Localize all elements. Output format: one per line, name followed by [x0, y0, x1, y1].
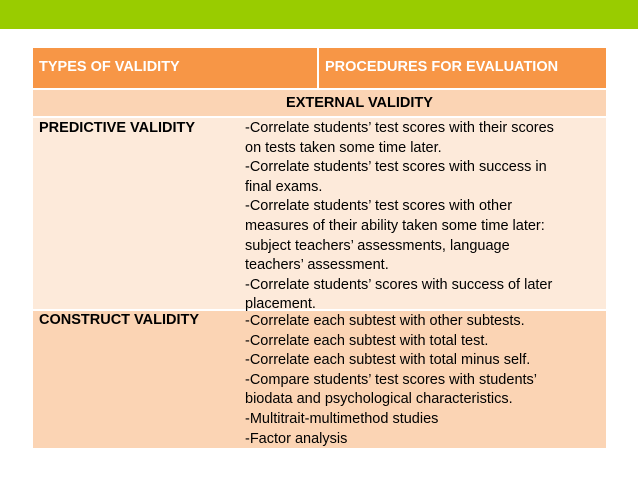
procedure-line: biodata and psychological characteristics. — [245, 391, 513, 408]
header-types-of-validity: TYPES OF VALIDITY — [33, 48, 319, 88]
table-header-row — [33, 48, 606, 88]
procedure-line: final exams. — [245, 178, 323, 195]
section-title: EXTERNAL VALIDITY — [286, 95, 433, 111]
procedure-line: -Factor analysis — [245, 430, 348, 447]
row-procedures — [243, 311, 606, 448]
procedure-line: measures of their ability taken some time later: — [245, 217, 545, 234]
procedure-line: -Correlate students’ test scores with success in — [245, 159, 547, 176]
row-procedures — [243, 118, 606, 313]
row-type-label: CONSTRUCT VALIDITY — [39, 312, 200, 328]
procedure-line: subject teachers’ assessments, language — [245, 237, 510, 254]
validity-table — [33, 48, 606, 448]
procedure-line: -Correlate each subtest with total test. — [245, 332, 489, 349]
table-row — [33, 116, 606, 313]
header-procedures-for-evaluation: PROCEDURES FOR EVALUATION — [319, 48, 606, 88]
row-type-label: PREDICTIVE VALIDITY — [39, 120, 196, 136]
procedure-line: -Multitrait-multimethod studies — [245, 410, 439, 427]
procedure-line: -Compare students’ test scores with students’ — [245, 371, 538, 388]
section-row-external-validity — [33, 88, 606, 116]
top-accent-bar — [0, 0, 638, 29]
procedure-line: -Correlate students’ scores with success of later — [245, 276, 553, 293]
procedure-line: -Correlate each subtest with total minus self. — [245, 352, 531, 369]
procedure-line: -Correlate each subtest with other subtests. — [245, 313, 525, 329]
procedure-line: -Correlate students’ test scores with other — [245, 198, 513, 215]
procedure-line: placement. — [245, 296, 316, 313]
procedure-line: on tests taken some time later. — [245, 139, 442, 156]
table-row — [33, 309, 606, 448]
procedure-line: teachers’ assessment. — [245, 257, 389, 274]
procedure-line: -Correlate students’ test scores with their scores — [245, 120, 554, 136]
